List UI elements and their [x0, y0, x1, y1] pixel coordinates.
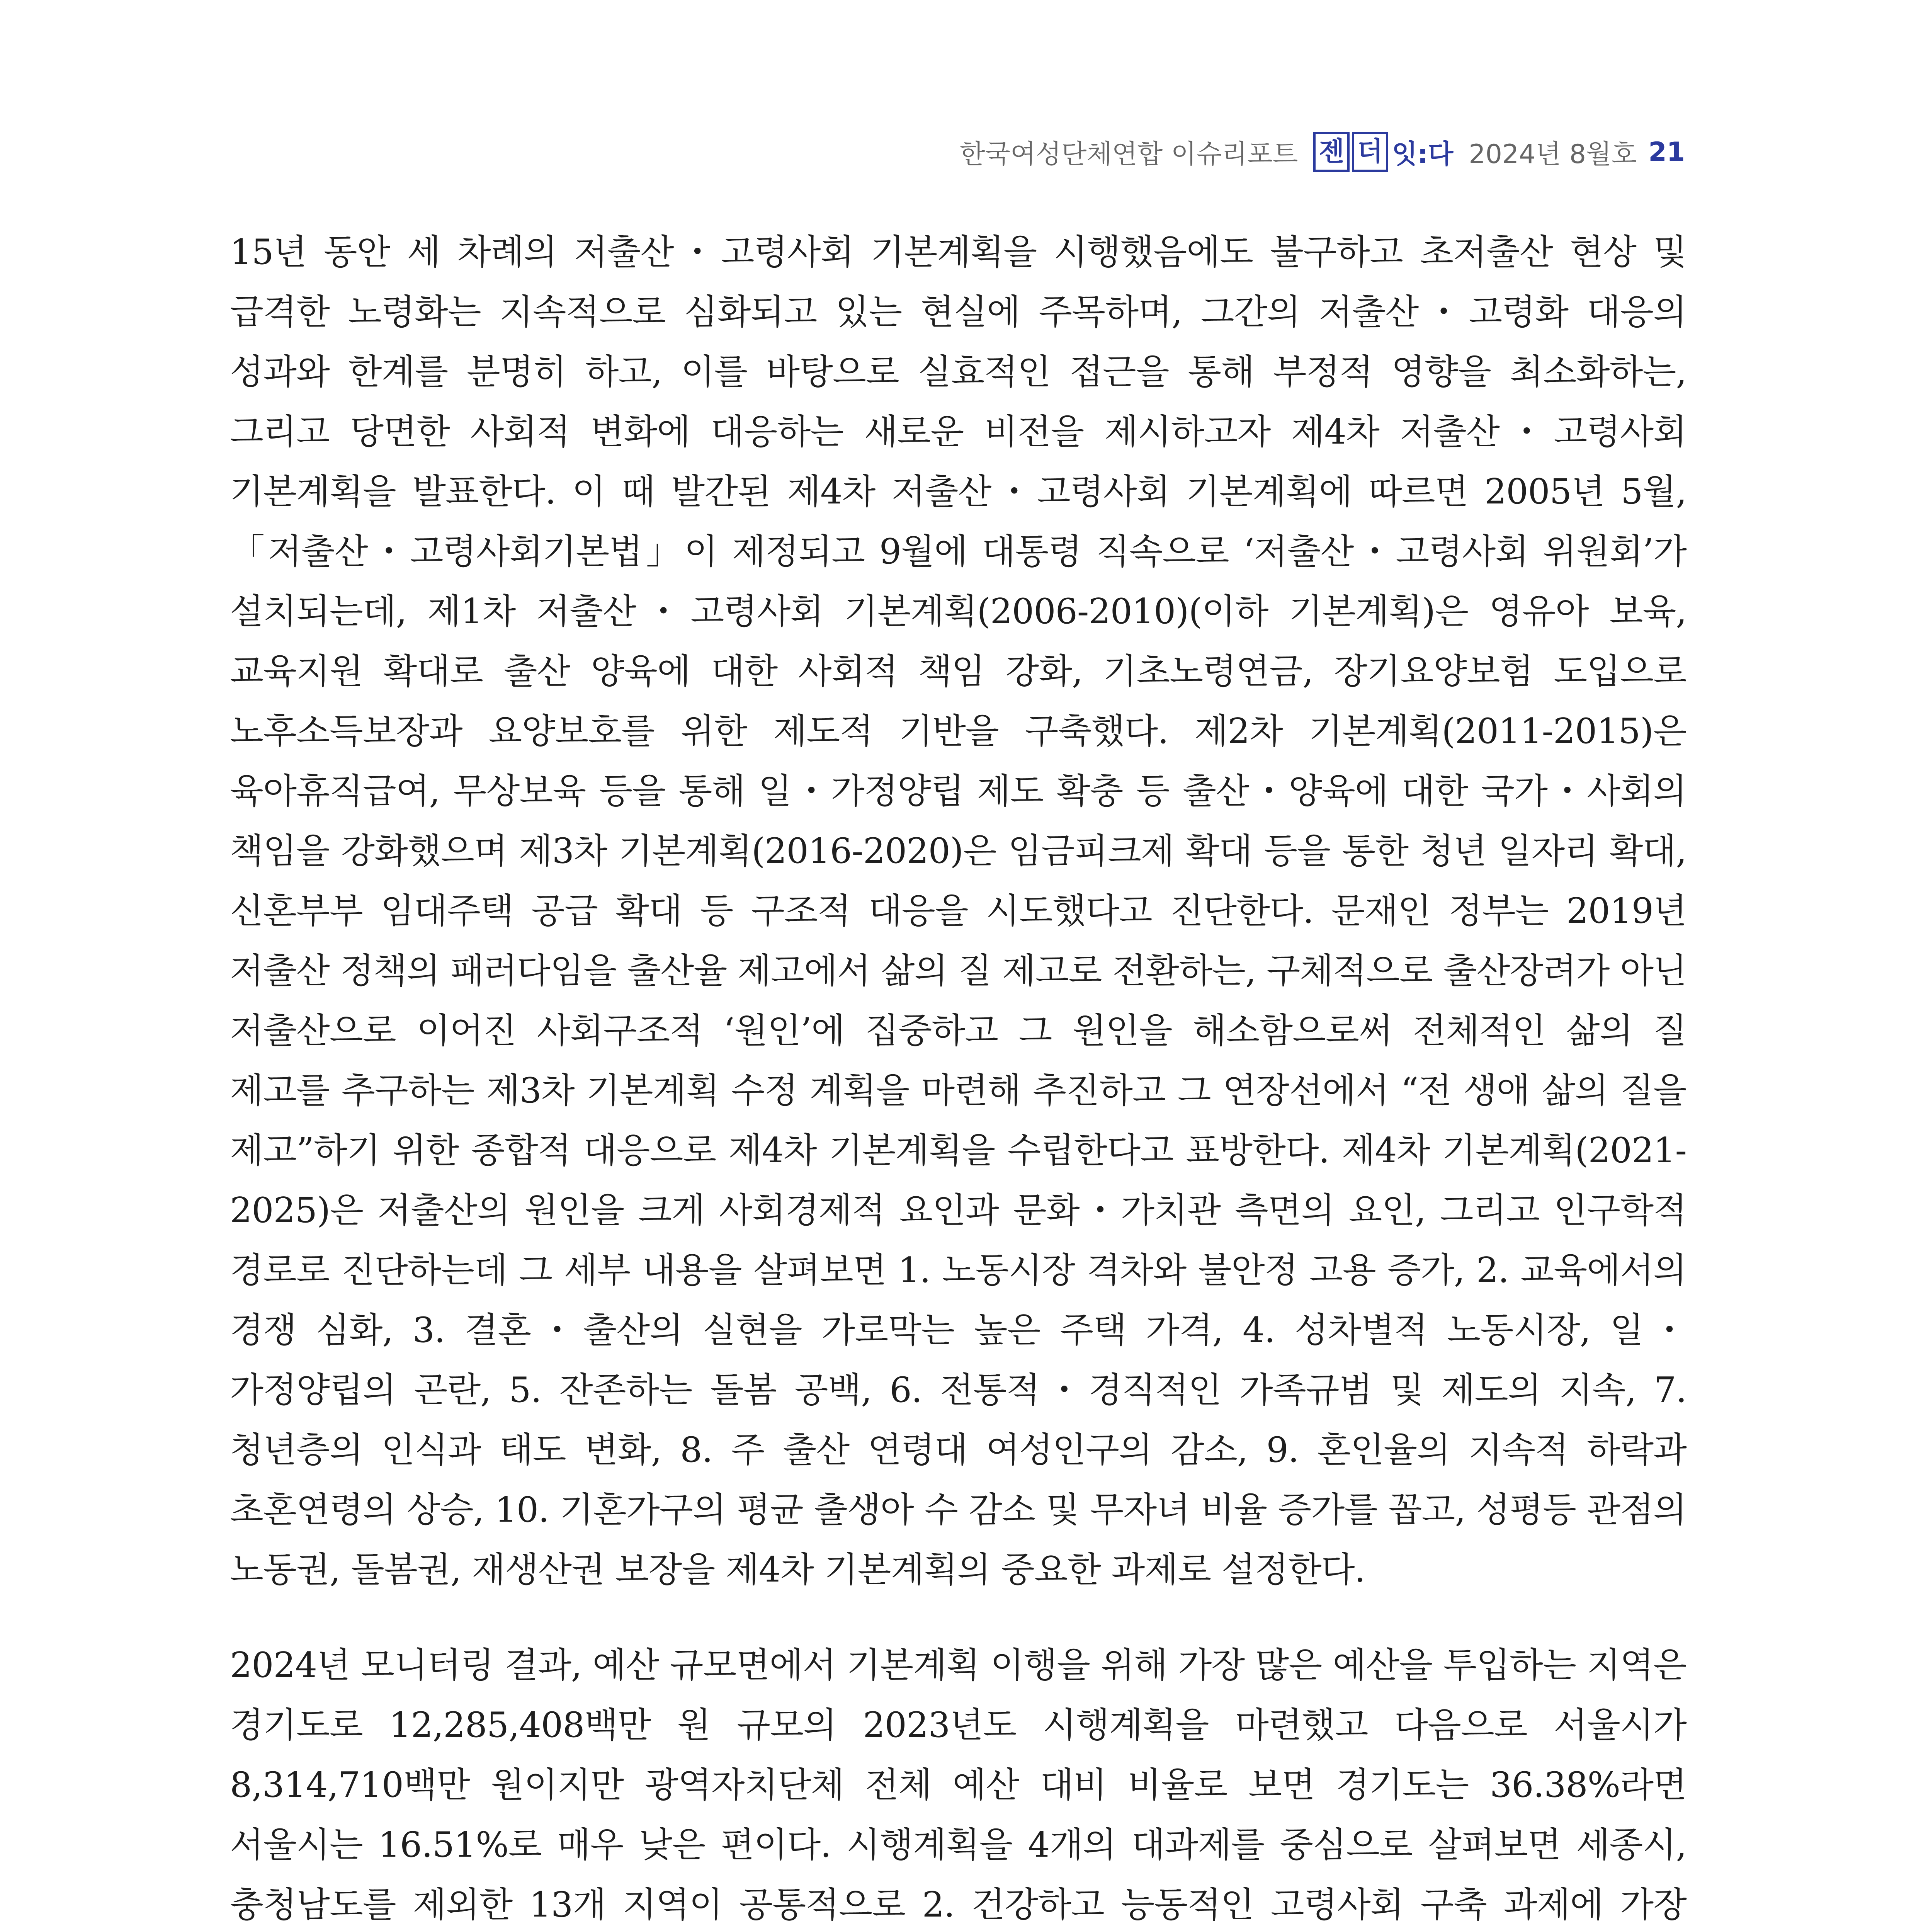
logo-box-first: 젠	[1313, 132, 1350, 172]
gender-itda-logo	[1313, 132, 1453, 172]
paragraph-plan-history: 15년 동안 세 차례의 저출산・고령사회 기본계획을 시행했음에도 불구하고 초저출산 현상 및 급격한 노령화는 지속적으로 심화되고 있는 현실에 주목하며, 그간의 저출산・고령화 대응의 성과와 한계를 분명히 하고, 이를 바탕으로 실효적인 접근을 통해 부정적 영향을 최소화하는, 그리고 당면한 사회적 변화에 대응하는 새로운 비전을 제시하고자 제4차 저출산・고령사회 기본계획을 발표한다. 이 때 발간된 제4차 저출산・고령사회 기본계획에 따르면 2005년 5월,「저출산・고령사회기본법」이 제정되고 9월에 대통령 직속으로 ‘저출산・고령사회 위원회’가 설치되는데, 제1차 저출산・고령사회 기본계획(2006-2010)(이하 기본계획)은 영유아 보육, 교육지원 확대로 출산 양육에 대한 사회적 책임 강화, 기초노령연금, 장기요양보험 도입으로 노후소득보장과 요양보호를 위한 제도적 기반을 구축했다. 제2차 기본계획(2011-2015)은 육아휴직급여, 무상보육 등을 통해 일・가정양립 제도 확충 등 출산・양육에 대한 국가・사회의 책임을 강화했으며 제3차 기본계획(2016-2020)은 임금피크제 확대 등을 통한 청년 일자리 확대, 신혼부부 임대주택 공급 확대 등 구조적 대응을 시도했다고 진단한다. 문재인 정부는 2019년 저출산 정책의 패러다임을 출산율 제고에서 삶의 질 제고로 전환하는, 구체적으로 출산장려가 아닌 저출산으로 이어진 사회구조적 ‘원인’에 집중하고 그 원인을 해소함으로써 전체적인 삶의 질 제고를 추구하는 제3차 기본계획 수정 계획을 마련해 추진하고 그 연장선에서 “전 생애 삶의 질을 제고”하기 위한 종합적 대응으로 제4차 기본계획을 수립한다고 표방한다. 제4차 기본계획(2021-2025)은 저출산의 원인을 크게 사회경제적 요인과 문화・가치관 측면의 요인, 그리고 인구학적 경로로 진단하는데 그 세부 내용을 살펴보면 1. 노동시장 격차와 불안정 고용 증가, 2. 교육에서의 경쟁 심화, 3. 결혼・출산의 실현을 가로막는 높은 주택 가격, 4. 성차별적 노동시장, 일・가정양립의 곤란, 5. 잔존하는 돌봄 공백, 6. 전통적・경직적인 가족규범 및 제도의 지속, 7. 청년층의 인식과 태도 변화, 8. 주 출산 연령대 여성인구의 감소, 9. 혼인율의 지속적 하락과 초혼연령의 상승, 10. 기혼가구의 평균 출생아 수 감소 및 무자녀 비율 증가를 꼽고, 성평등 관점의 노동권, 돌봄권, 재생산권 보장을 제4차 기본계획의 중요한 과제로 설정한다.	[230, 232, 1686, 1590]
page-header	[960, 131, 1685, 173]
issue-date: 2024년 8월호	[1469, 139, 1637, 170]
logo-box-second: 더	[1352, 132, 1388, 172]
logo-text-rest: 잇:다	[1392, 139, 1454, 170]
page-number: 21	[1648, 136, 1685, 167]
paragraph-monitoring-results: 2024년 모니터링 결과, 예산 규모면에서 기본계획 이행을 위해 가장 많은 예산을 투입하는 지역은 경기도로 12,285,408백만 원 규모의 2023년도 시행계획을 마련했고 다음으로 서울시가 8,314,710백만 원이지만 광역자치단체 전체 예산 대비 비율로 보면 경기도는 36.38%라면 서울시는 16.51%로 매우 낮은 편이다. 시행계획을 4개의 대과제를 중심으로 살펴보면 세종시, 충청남도를 제외한 13개 지역이 공통적으로 2. 건강하고 능동적인 고령사회 구축 과제에 가장	[230, 1645, 1686, 1925]
header-org-title: 한국여성단체연합 이슈리포트	[959, 139, 1298, 170]
report-body	[230, 222, 1686, 1932]
